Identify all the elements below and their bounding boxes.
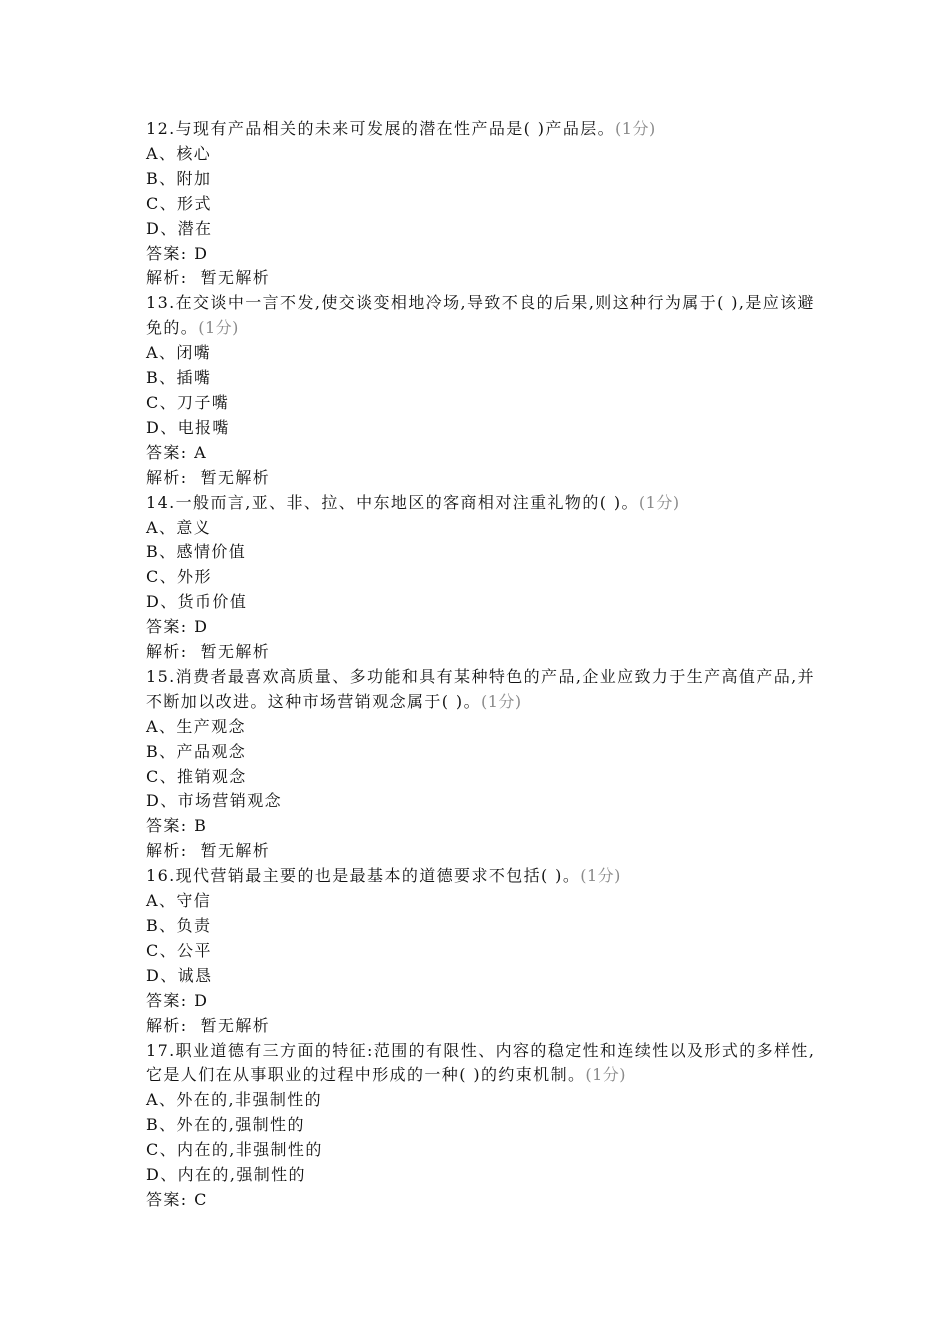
question-stem: 15.消费者最喜欢高质量、多功能和具有某种特色的产品,企业应致力于生产高值产品,并不断加以改进。这种市场营销观念属于( )。 [146,666,816,711]
question-score: (1分) [585,1065,627,1085]
option-c: C、推销观念 [146,766,247,786]
analysis: 解析: 暂无解析 [146,642,271,662]
option-a: A、意义 [146,517,212,537]
option-d: D、货币价值 [146,592,248,612]
option-a: A、核心 [146,143,212,163]
option-c: C、刀子嘴 [146,392,230,412]
question-score: (1分) [198,318,239,338]
answer: 答案: A [146,442,208,462]
option-b: B、插嘴 [146,368,212,388]
question-list [146,117,816,1213]
option-c: C、公平 [146,940,212,960]
answer: 答案: C [146,1189,208,1209]
analysis: 解析: 暂无解析 [146,1015,271,1035]
option-c: C、形式 [146,193,212,213]
answer: 答案: D [146,990,209,1010]
option-c: C、内在的,非强制性的 [146,1140,323,1160]
question-stem: 14.一般而言,亚、非、拉、中东地区的客商相对注重礼物的( )。 [146,492,639,512]
question-stem: 13.在交谈中一言不发,使交谈变相地冷场,导致不良的后果,则这种行为属于( ),是应该避免的。 [146,293,815,338]
question-16 [146,864,816,1038]
option-b: B、附加 [146,168,212,188]
question-score: (1分) [480,691,522,711]
option-b: B、外在的,强制性的 [146,1115,305,1135]
answer: 答案: D [146,243,209,263]
analysis: 解析: 暂无解析 [146,268,271,288]
option-d: D、内在的,强制性的 [146,1165,306,1185]
option-a: A、生产观念 [146,716,246,736]
question-13 [146,291,816,490]
option-b: B、产品观念 [146,741,247,761]
analysis: 解析: 暂无解析 [146,841,271,861]
question-score: (1分) [615,119,656,138]
question-score: (1分) [638,492,680,512]
option-a: A、闭嘴 [146,343,212,363]
question-14 [146,491,816,665]
answer: 答案: B [146,816,208,836]
option-a: A、守信 [146,891,212,911]
option-b: B、感情价值 [146,542,247,562]
option-d: D、诚恳 [146,965,213,985]
question-17 [146,1039,816,1213]
option-b: B、负责 [146,916,212,935]
question-score: (1分) [580,866,621,886]
option-a: A、外在的,非强制性的 [146,1090,323,1110]
answer: 答案: D [146,617,209,637]
question-stem: 16.现代营销最主要的也是最基本的道德要求不包括( )。 [146,866,581,886]
question-15 [146,665,816,864]
option-d: D、潜在 [146,218,213,238]
analysis: 解析: 暂无解析 [146,467,271,487]
option-c: C、外形 [146,567,212,587]
question-12 [146,117,816,291]
question-stem: 17.职业道德有三方面的特征:范围的有限性、内容的稳定性和连续性以及形式的多样性,它是人们在从事职业的过程中形成的一种( )的约束机制。 [146,1040,816,1085]
question-stem: 12.与现有产品相关的未来可发展的潜在性产品是( )产品层。 [146,119,616,138]
option-d: D、电报嘴 [146,417,230,437]
option-d: D、市场营销观念 [146,791,283,811]
